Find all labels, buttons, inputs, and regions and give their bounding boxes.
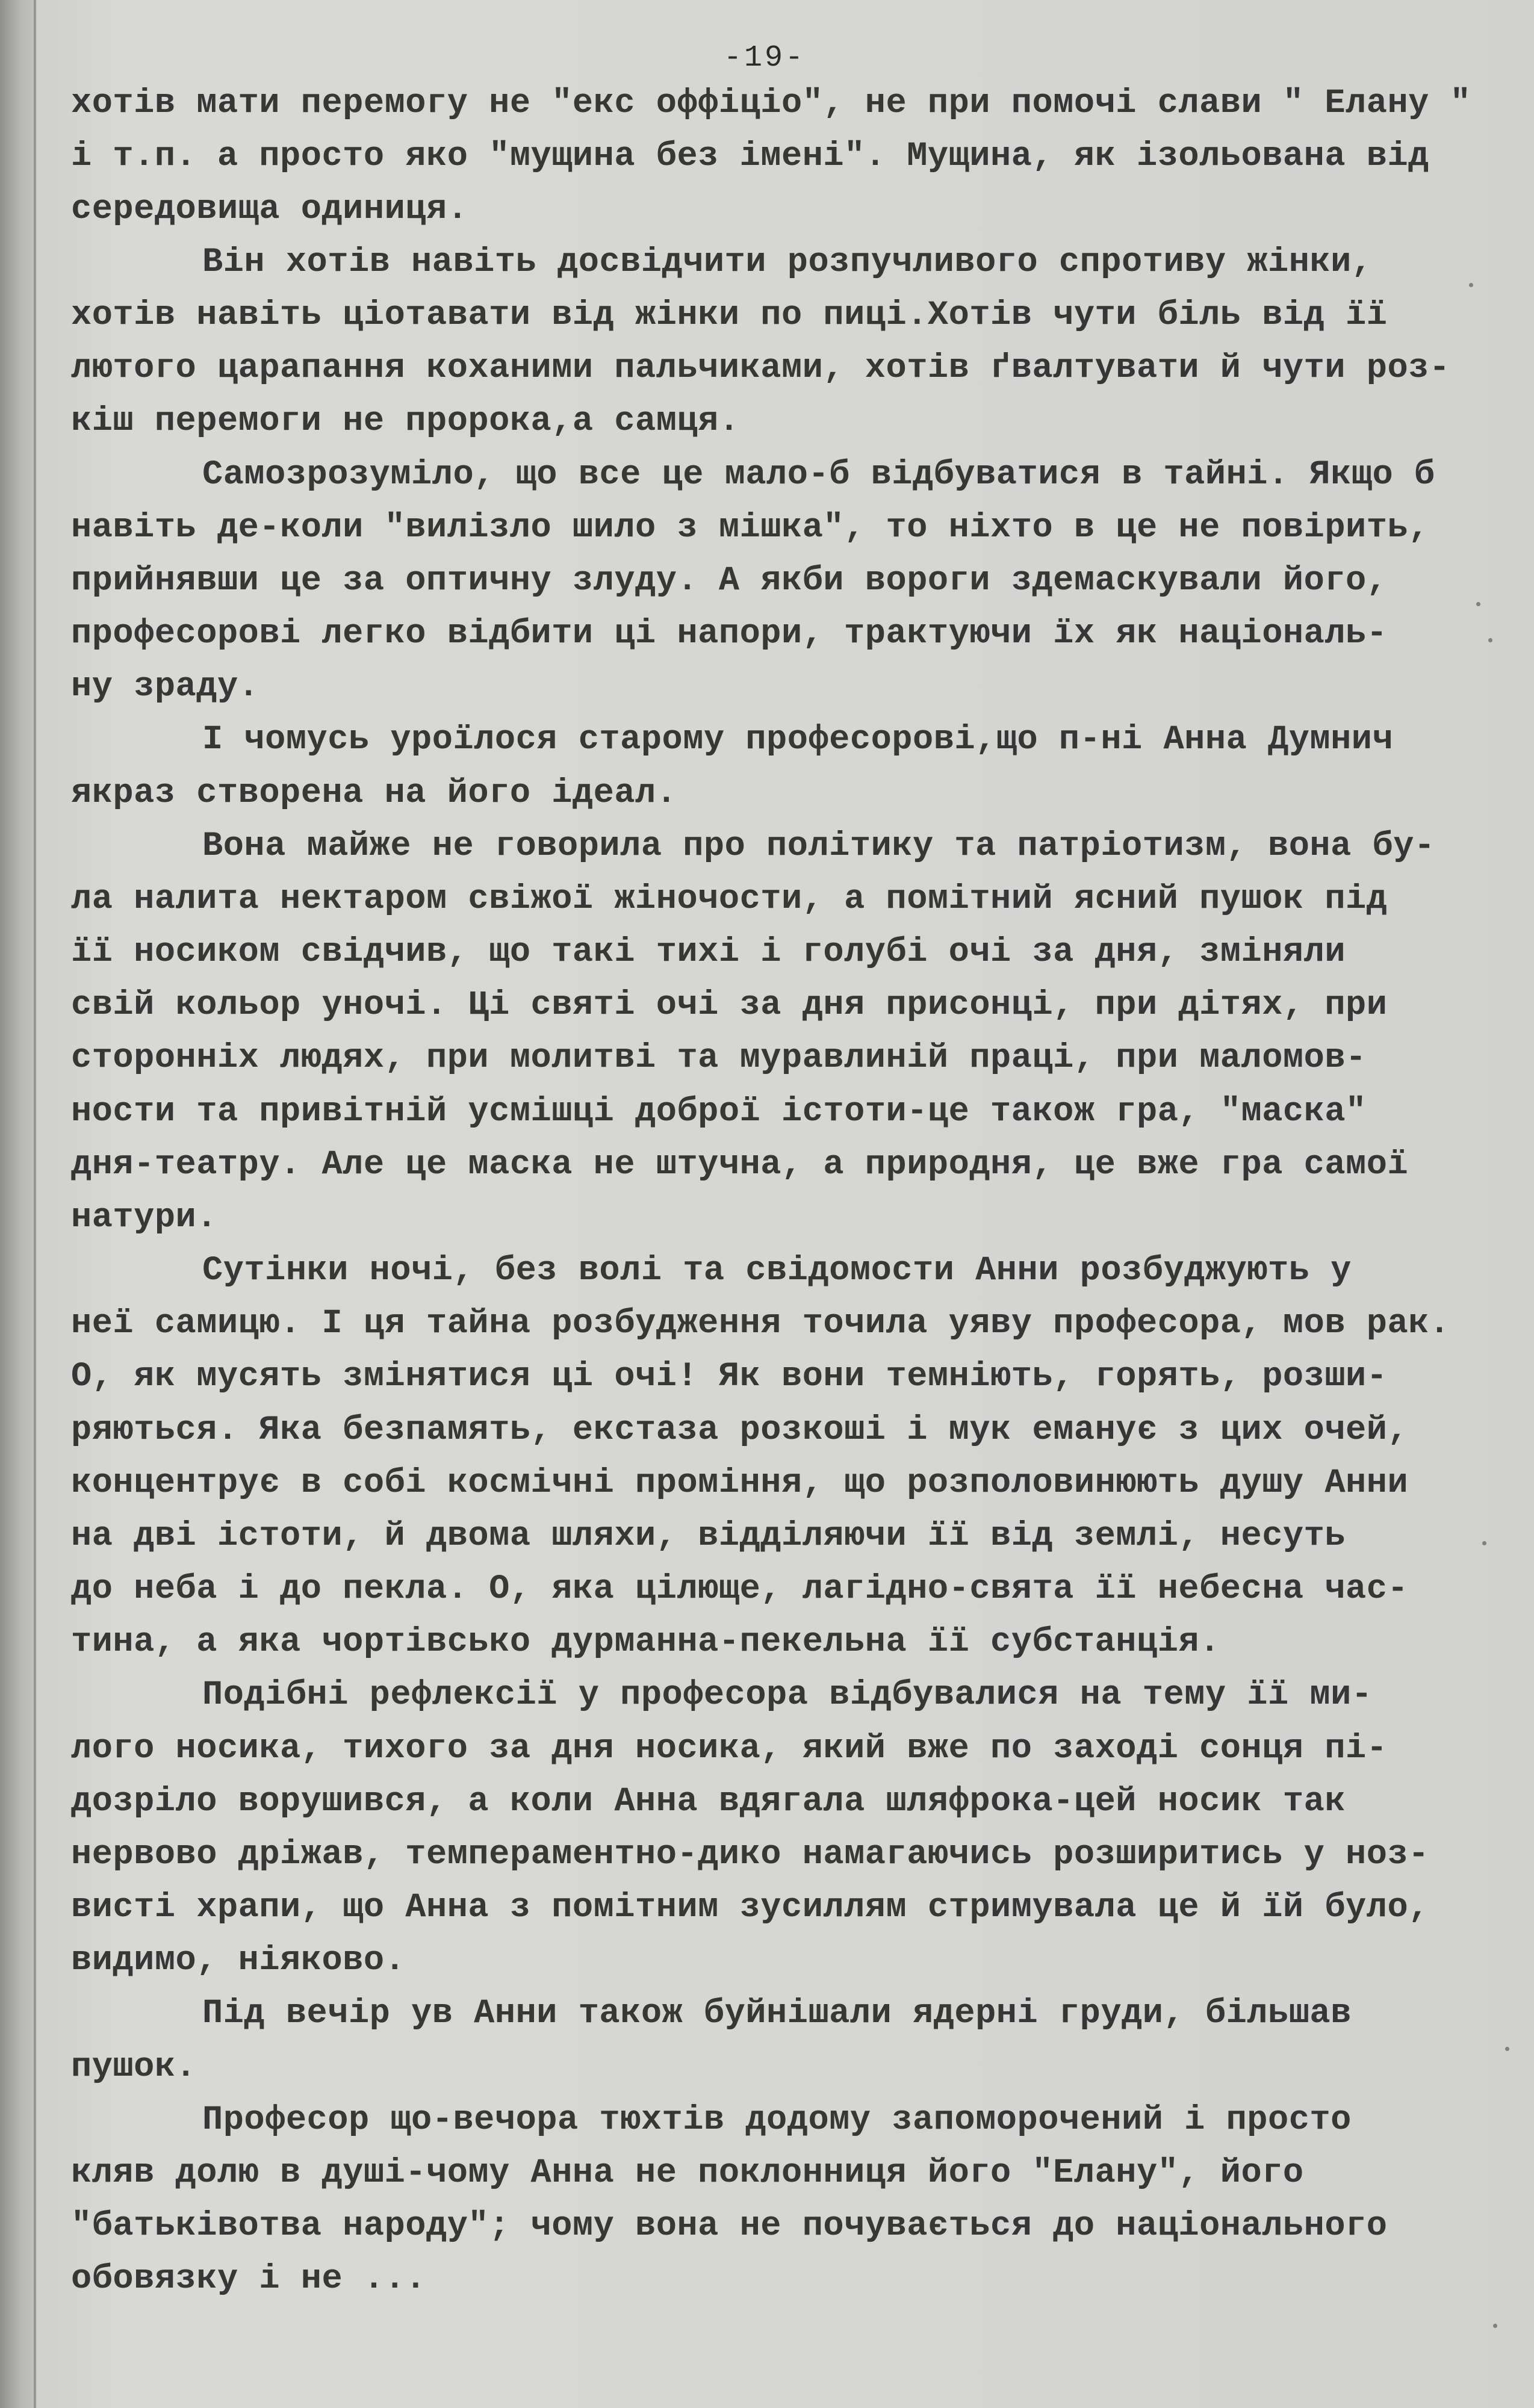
text-line: кіш перемоги не пророка,а самця. — [71, 402, 740, 441]
text-line: неї самицю. І ця тайна розбудження точила уяву професора, мов рак. — [71, 1305, 1450, 1343]
text-line: навіть де-коли "вилізло шило з мішка", то ніхто в це не повірить, — [71, 509, 1429, 547]
text-line: свій кольор уночі. Ці святі очі за дня присонці, при дітях, при — [71, 986, 1388, 1025]
text-line: видимо, ніяково. — [71, 1941, 406, 1980]
text-line: на дві істоти, й двома шляхи, відділяючи її від землі, несуть — [71, 1517, 1346, 1556]
paper-speck — [1505, 2047, 1509, 2051]
paper-speck — [1476, 602, 1480, 606]
text-line: лютого царапання коханими пальчиками, хотів ґвалтувати й чути роз- — [71, 349, 1450, 388]
text-line: натури. — [71, 1199, 217, 1237]
text-line: концентрує в собі космічні проміння, що розполовинюють душу Анни — [71, 1464, 1409, 1503]
text-line: О, як мусять змінятися ці очі! Як вони темніють, горять, розши- — [71, 1358, 1388, 1396]
text-line: Сутінки ночі, без волі та свідомости Анни розбуджують у — [202, 1252, 1352, 1290]
text-line: Професор що-вечора тюхтів додому запоморочений і просто — [202, 2101, 1352, 2140]
text-line: Вона майже не говорила про політику та патріотизм, вона бу- — [202, 827, 1435, 866]
text-line: "батьківотва народу"; чому вона не почувається до національного — [71, 2207, 1388, 2245]
text-line: якраз створена на його ідеал. — [71, 774, 677, 813]
text-line: кляв долю в душі-чому Анна не поклонниця його "Елану", його — [71, 2154, 1304, 2192]
text-line: пушок. — [71, 2048, 197, 2087]
text-line: І чомусь уроїлося старому професорові,що п-ні Анна Думнич — [202, 721, 1394, 759]
text-line: до неба і до пекла. О, яка цілюще, лагідно-свята її небесна час- — [71, 1570, 1409, 1609]
text-line: ряються. Яка безпамять, екстаза розкоші і мук еманує з цих очей, — [71, 1411, 1409, 1450]
text-line: лого носика, тихого за дня носика, який вже по заході сонця пі- — [71, 1730, 1388, 1768]
text-line: обовязку і не ... — [71, 2260, 426, 2298]
text-line: нервово дріжав, темпераментно-дико намагаючись розширитись у ноз- — [71, 1835, 1429, 1874]
text-line: хотів мати перемогу не "екс оффіціо", не при помочі слави " Елану " — [71, 84, 1471, 123]
text-line: дня-театру. Але це маска не штучна, а природня, це вже гра самої — [71, 1146, 1409, 1184]
text-line: Самозрозуміло, що все це мало-б відбуватися в тайні. Якщо б — [202, 456, 1435, 494]
text-line: хотів навіть ціотавати від жінки по пиці.Хотів чути біль від її — [71, 296, 1388, 335]
paper-speck — [1482, 1541, 1486, 1545]
text-line: висті храпи, що Анна з помітним зусиллям стримувала це й їй було, — [71, 1888, 1429, 1927]
paper-speck — [1493, 2324, 1497, 2328]
text-line: Він хотів навіть досвідчити розпучливого спротиву жінки, — [202, 243, 1373, 282]
text-line: Подібні рефлексії у професора відбувалися на тему її ми- — [202, 1676, 1373, 1714]
text-line: дозріло ворушився, а коли Анна вдягала шляфрока-цей носик так — [71, 1783, 1346, 1821]
text-line: професорові легко відбити ці напори, трактуючи їх як національ- — [71, 615, 1388, 653]
text-line: її носиком свідчив, що такі тихі і голубі очі за дня, зміняли — [71, 933, 1346, 972]
page-fold-line — [34, 0, 36, 2408]
text-line: Під вечір ув Анни також буйнішали ядерні груди, більшав — [202, 1994, 1352, 2033]
page-number: -19- — [723, 41, 806, 75]
page-edge-shadow — [0, 0, 35, 2408]
text-line: ну зраду. — [71, 668, 259, 706]
text-line: середовища одиниця. — [71, 190, 468, 229]
text-line: ла налита нектаром свіжої жіночости, а помітний ясний пушок під — [71, 880, 1388, 919]
text-line: ности та привітній усмішці доброї істоти-це також гра, "маска" — [71, 1093, 1367, 1131]
paper-speck — [1469, 283, 1473, 287]
text-line: і т.п. а просто яко "мущина без імені". Мущина, як ізольована від — [71, 137, 1429, 176]
text-line: сторонніх людях, при молитві та муравлиній праці, при маломов- — [71, 1039, 1367, 1078]
paper-speck — [1488, 638, 1492, 642]
text-line: прийнявши це за оптичну злуду. А якби вороги здемаскували його, — [71, 562, 1388, 600]
text-line: тина, а яка чортівсько дурманна-пекельна її субстанція. — [71, 1623, 1220, 1662]
